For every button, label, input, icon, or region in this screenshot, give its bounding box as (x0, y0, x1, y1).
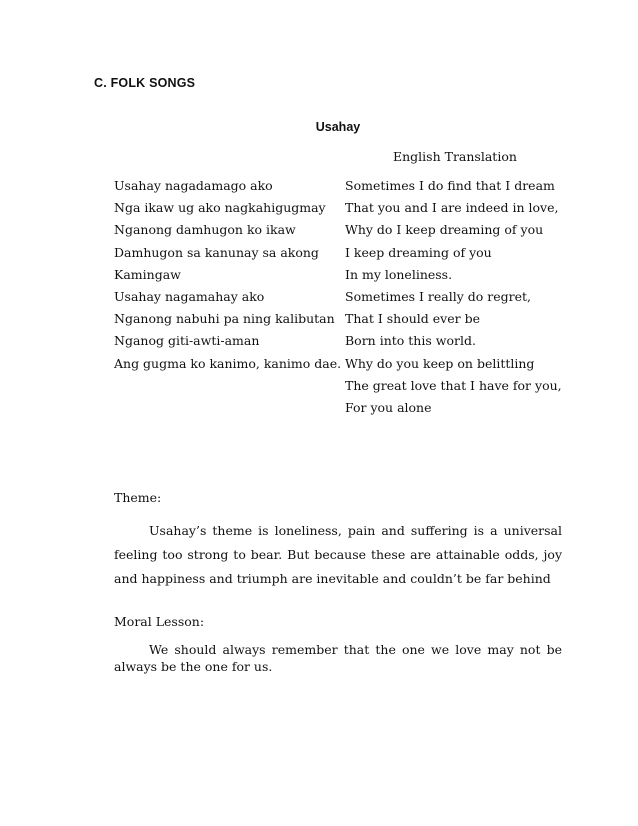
lyric-line-original: Damhugon sa kanunay sa akong (114, 244, 319, 260)
lyric-line-translation: Sometimes I do find that I dream (345, 178, 555, 193)
lyric-line-translation: That I should ever be (345, 311, 480, 327)
lyric-line-translation: Sometimes I really do regret, (345, 288, 532, 304)
lyric-line-translation: In my loneliness. (345, 266, 453, 282)
lyric-line-translation: That you and I are indeed in love, (345, 200, 559, 216)
lyric-line-translation: I keep dreaming of you (345, 244, 492, 260)
lyric-line-translation: For you alone (345, 399, 432, 415)
lyric-line-translation: Why do you keep on belittling (345, 355, 535, 371)
lyrics-original-column (114, 177, 342, 377)
translation-heading: English Translation (393, 149, 517, 164)
moral-lesson-paragraph: We should always remember that the one we love may not be always be the one for us. (114, 642, 562, 674)
lyric-line-original: Nganong nabuhi pa ning kalibutan (114, 311, 335, 327)
lyric-line-original: Usahay nagamahay ako (114, 288, 265, 304)
section-heading: C. FOLK SONGS (94, 76, 196, 90)
lyrics-translation-column (345, 177, 575, 421)
song-title: Usahay (315, 120, 361, 134)
lyric-line-translation: Born into this world. (345, 333, 476, 349)
lyric-line-original: Nganong damhugon ko ikaw (114, 222, 296, 238)
lyric-line-original: Nganog giti-awti-aman (114, 333, 260, 349)
lyric-line-translation: Why do I keep dreaming of you (345, 222, 544, 238)
lyric-line-original: Usahay nagadamago ako (114, 178, 273, 193)
lyric-line-original: Kamingaw (114, 266, 181, 282)
theme-label: Theme: (114, 490, 162, 505)
lyric-line-original: Ang gugma ko kanimo, kanimo dae. (114, 355, 342, 371)
lyric-line-translation: The great love that I have for you, (345, 377, 562, 393)
theme-paragraph: Usahay’s theme is loneliness, pain and suffering is a universal feeling too strong to bear. But because these are attainable odds, joy and happiness and triumph are inevitable and couldn’t be far behind (114, 523, 562, 586)
lyric-line-original: Nga ikaw ug ako nagkahigugmay (114, 200, 326, 216)
moral-lesson-label: Moral Lesson: (114, 614, 205, 629)
